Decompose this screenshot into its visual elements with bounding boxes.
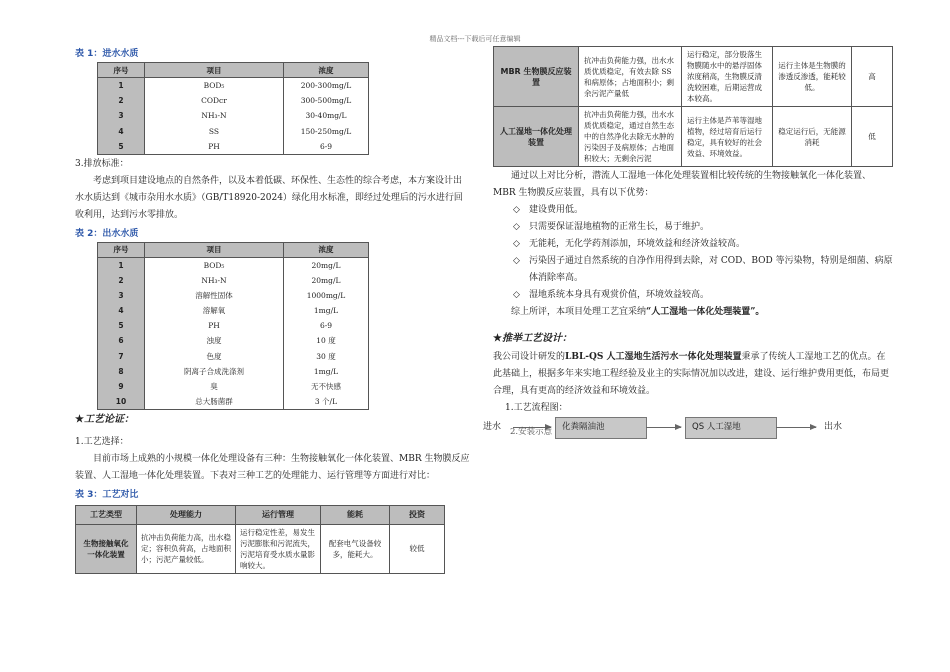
table-row bbox=[98, 379, 369, 394]
row-value: 无不快感 bbox=[284, 379, 369, 394]
process-energy: 稳定运行后，无能源消耗 bbox=[773, 107, 852, 167]
flow-inlet-label: 进水 bbox=[483, 422, 502, 432]
process-type: MBR 生物膜反应装置 bbox=[494, 47, 579, 107]
row-no: 5 bbox=[98, 139, 145, 155]
col-header-no: 序号 bbox=[98, 63, 145, 78]
table-row bbox=[98, 349, 369, 364]
discharge-title: 3.排放标准： bbox=[75, 158, 129, 169]
flow-step-wetland: QS 人工湿地 bbox=[685, 417, 777, 439]
row-no: 7 bbox=[98, 349, 145, 364]
row-value: 10 度 bbox=[284, 333, 369, 348]
process-operation: 运行稳定，部分股落生物膜随水中的悬浮固体浓度稍高，生物膜反清洗较困难，后期运营成本较高。 bbox=[682, 47, 773, 107]
arrow-right-icon bbox=[776, 427, 816, 428]
col-header-investment: 投资 bbox=[390, 505, 445, 524]
advantages-list bbox=[493, 202, 893, 304]
process-compare-table bbox=[75, 505, 445, 574]
star-icon: ★ bbox=[493, 333, 502, 344]
row-item: 浊度 bbox=[145, 333, 284, 348]
row-value: 300-500mg/L bbox=[284, 93, 369, 108]
right-column bbox=[483, 46, 893, 467]
row-value: 20mg/L bbox=[284, 273, 369, 288]
compare-paragraph: 通过以上对比分析，潜流人工湿地一体化处理装置相比较传统的生物接触氧化一体化装置、MBR 生物膜反应装置，具有以下优势： bbox=[493, 171, 872, 198]
process-investment: 较低 bbox=[390, 524, 445, 573]
row-value: 6-9 bbox=[284, 318, 369, 333]
process-capacity: 抗冲击负荷能力高，出水稳定；容积负荷高，占地面积小；污泥产量较低。 bbox=[137, 524, 236, 573]
left-column bbox=[75, 46, 470, 574]
col-header-no: 序号 bbox=[98, 242, 145, 257]
row-value: 3 个/L bbox=[284, 394, 369, 410]
row-value: 20mg/L bbox=[284, 257, 369, 273]
table-row bbox=[76, 524, 445, 573]
table1-caption: 表 1：进水水质 bbox=[75, 49, 139, 59]
row-item: NH₃-N bbox=[145, 108, 284, 123]
list-item: ◇ 只需要保证湿地植物的正常生长，易于维护。 bbox=[493, 219, 893, 236]
process-capacity: 抗冲击负荷能力强，出水水质优质稳定，通过自然生态中的自然净化去除无水肿的污染因子及病原体；占地面积较大；无剩余污泥 bbox=[579, 107, 682, 167]
col-header-type: 工艺类型 bbox=[76, 505, 137, 524]
flow-step-septic-tank: 化粪隔油池 bbox=[555, 417, 647, 439]
col-header-operation: 运行管理 bbox=[236, 505, 321, 524]
inflow-quality-table bbox=[97, 62, 369, 155]
row-item: NH₃-N bbox=[145, 273, 284, 288]
col-header-item: 项目 bbox=[145, 242, 284, 257]
table-row bbox=[98, 288, 369, 303]
table-row bbox=[98, 139, 369, 155]
list-item: ◇ 无能耗，无化学药剂添加，环境效益和经济效益较高。 bbox=[493, 236, 893, 253]
table-row bbox=[98, 303, 369, 318]
row-no: 9 bbox=[98, 379, 145, 394]
row-no: 2 bbox=[98, 93, 145, 108]
row-no: 4 bbox=[98, 303, 145, 318]
row-value: 200-300mg/L bbox=[284, 78, 369, 94]
discharge-paragraph: 考虑到项目建设地点的自然条件，以及本着低碳、环保性、生态性的综合考虑，本方案设计出水水质达到《城市杂用水水质》（GB/T18920-2024）绿化用水标准，即经过处理后的污水进行回收利用，达到污水零排放。 bbox=[75, 175, 463, 220]
col-header-value: 浓度 bbox=[284, 63, 369, 78]
process-type: 生物接触氧化一体化装置 bbox=[76, 524, 137, 573]
table-row bbox=[494, 107, 893, 167]
process-energy: 配套电气设备较多，能耗大。 bbox=[321, 524, 390, 573]
section-title: 工艺论证： bbox=[83, 413, 134, 425]
flow-title: 1.工艺流程图： bbox=[505, 403, 568, 413]
col-header-energy: 能耗 bbox=[321, 505, 390, 524]
process-operation: 运行主体是芦苇等湿地植物，经过培育后运行稳定，具有较好的社会效益、环境效益。 bbox=[682, 107, 773, 167]
process-energy: 运行主体是生物膜的渗透反渗透，能耗较低。 bbox=[773, 47, 852, 107]
row-no: 3 bbox=[98, 288, 145, 303]
row-value: 30-40mg/L bbox=[284, 108, 369, 123]
recommend-heading bbox=[493, 329, 893, 349]
flow-outlet-label: 出水 bbox=[824, 422, 843, 432]
row-item: 溶解氧 bbox=[145, 303, 284, 318]
process-argument-heading bbox=[75, 410, 470, 430]
recommend-paragraph: 我公司设计研发的LBL-QS 人工湿地生活污水一体化处理装置秉承了传统人工湿地工艺的优点。在此基础上，根据多年来实地工程经验及业主的实际情况加以改进，建设、运行维护费用更低，布局更合理，具有更高的经济效益和环境效益。 bbox=[493, 352, 890, 396]
row-no: 6 bbox=[98, 333, 145, 348]
row-value: 1mg/L bbox=[284, 364, 369, 379]
list-item: ◇ 湿地系统本身具有观赏价值，环境效益较高。 bbox=[493, 287, 893, 304]
table-row bbox=[98, 364, 369, 379]
process-investment: 高 bbox=[852, 47, 893, 107]
row-item: BOD₅ bbox=[145, 78, 284, 94]
table-row bbox=[98, 108, 369, 123]
process-compare-table-continued bbox=[493, 46, 893, 167]
col-header-capacity: 处理能力 bbox=[137, 505, 236, 524]
row-value: 150-250mg/L bbox=[284, 124, 369, 139]
row-no: 4 bbox=[98, 124, 145, 139]
row-item: SS bbox=[145, 124, 284, 139]
process-flow-diagram bbox=[483, 417, 893, 467]
diamond-icon: ◇ bbox=[513, 256, 520, 266]
row-item: 阴离子合成洗涤剂 bbox=[145, 364, 284, 379]
col-header-value: 浓度 bbox=[284, 242, 369, 257]
row-no: 1 bbox=[98, 78, 145, 94]
section-title: 推举工艺设计： bbox=[501, 333, 572, 344]
row-item: PH bbox=[145, 139, 284, 155]
page-header: 精品文档---下载后可任意编辑 bbox=[429, 35, 521, 43]
process-selection-paragraph: 目前市场上成熟的小规模一体化处理设备有三种：生物接触氧化一体化装置、MBR 生物膜反应装置、人工湿地一体化处理装置。下表对三种工艺的处理能力、运行管理等方面进行对比： bbox=[75, 453, 470, 481]
outflow-quality-table bbox=[97, 242, 369, 410]
table-row bbox=[98, 273, 369, 288]
row-item: CODcr bbox=[145, 93, 284, 108]
row-value: 1mg/L bbox=[284, 303, 369, 318]
row-no: 5 bbox=[98, 318, 145, 333]
row-item: 色度 bbox=[145, 349, 284, 364]
row-no: 1 bbox=[98, 257, 145, 273]
arrow-right-icon bbox=[646, 427, 681, 428]
star-icon: ★ bbox=[75, 413, 84, 425]
table-row bbox=[494, 47, 893, 107]
diamond-icon: ◇ bbox=[513, 205, 520, 215]
row-no: 3 bbox=[98, 108, 145, 123]
table-row bbox=[98, 78, 369, 94]
diamond-icon: ◇ bbox=[513, 290, 520, 300]
table-row bbox=[98, 257, 369, 273]
table2-caption: 表 2：出水水质 bbox=[75, 228, 139, 239]
table3-caption: 表 3：工艺对比 bbox=[75, 489, 139, 500]
conclusion: 综上所评，本项目处理工艺宜采纳“人工湿地一体化处理装置”。 bbox=[511, 307, 765, 317]
table-row bbox=[98, 318, 369, 333]
row-item: 臭 bbox=[145, 379, 284, 394]
table-row bbox=[98, 394, 369, 410]
process-investment: 低 bbox=[852, 107, 893, 167]
diamond-icon: ◇ bbox=[513, 239, 520, 249]
list-item: ◇ 污染因子通过自然系统的自净作用得到去除，对 COD、BOD 等污染物，特别是细菌、病原体消除率高。 bbox=[493, 253, 893, 287]
row-item: PH bbox=[145, 318, 284, 333]
row-no: 8 bbox=[98, 364, 145, 379]
row-item: 总大肠菌群 bbox=[145, 394, 284, 410]
row-value: 6-9 bbox=[284, 139, 369, 155]
row-no: 10 bbox=[98, 394, 145, 410]
row-no: 2 bbox=[98, 273, 145, 288]
install-title: 2.安装示意 bbox=[510, 427, 553, 437]
row-item: 溶解性固体 bbox=[145, 288, 284, 303]
diamond-icon: ◇ bbox=[513, 222, 520, 232]
row-value: 30 度 bbox=[284, 349, 369, 364]
row-value: 1000mg/L bbox=[284, 288, 369, 303]
process-selection-title: 1.工艺选择： bbox=[75, 436, 129, 447]
table-row bbox=[98, 124, 369, 139]
table-row bbox=[98, 333, 369, 348]
table-row bbox=[98, 93, 369, 108]
process-capacity: 抗冲击负荷能力强，出水水质优质稳定，有效去除 SS 和病原体；占地面积小；剩余污泥产量低 bbox=[579, 47, 682, 107]
process-type: 人工湿地一体化处理装置 bbox=[494, 107, 579, 167]
list-item: ◇ 建设费用低。 bbox=[493, 202, 893, 219]
process-operation: 运行稳定性差，易发生污泥膨胀和污泥流失，污泥培育受水质水量影响较大。 bbox=[236, 524, 321, 573]
col-header-item: 项目 bbox=[145, 63, 284, 78]
row-item: BOD₅ bbox=[145, 257, 284, 273]
